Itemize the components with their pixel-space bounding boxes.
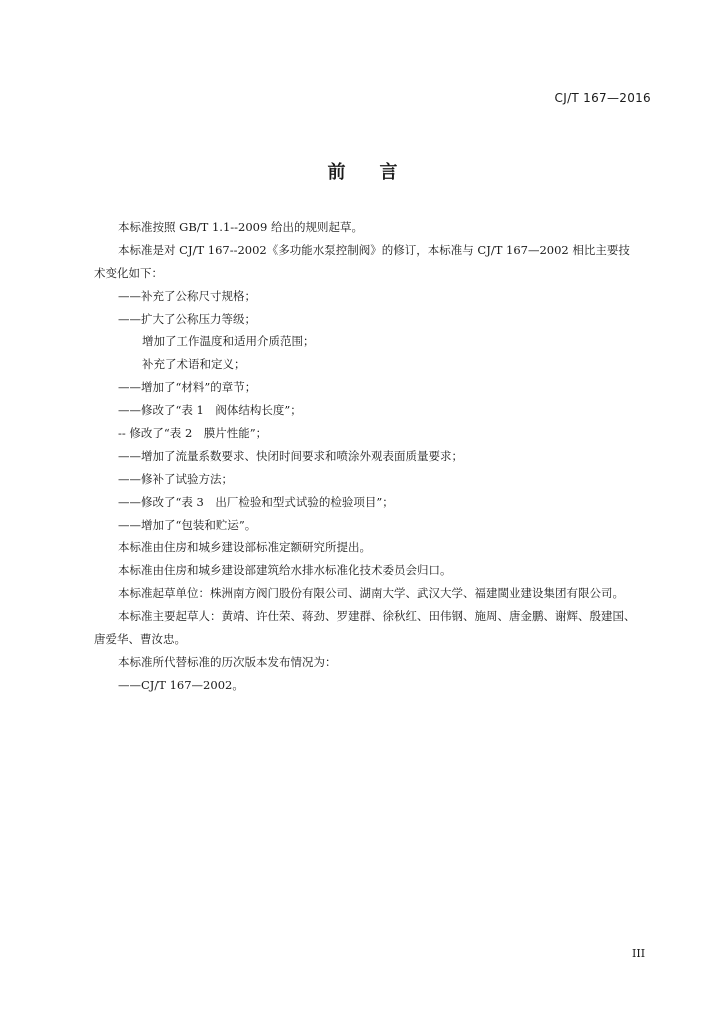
change-item: ——补充了公称尺寸规格；: [118, 288, 256, 303]
change-item: ——增加了“包装和贮运”。: [118, 517, 257, 532]
change-item: ——修改了“表 3 出厂检验和型式试验的检验项目”；: [118, 494, 394, 509]
preface-body: [94, 216, 654, 697]
standard-code: CJ/T 167—2016: [554, 91, 651, 105]
paragraph-drafting-rules: 本标准按照 GB/T 1.1--2009 给出的规则起草。: [118, 220, 363, 234]
change-item: -- 修改了“表 2 膜片性能”；: [118, 426, 268, 441]
paragraph-revision-intro-cont: 术变化如下：: [94, 265, 163, 280]
history-item: ——CJ/T 167—2002。: [118, 677, 244, 692]
change-item: ——修改了“表 1 阀体结构长度”；: [118, 403, 302, 418]
paragraph-proposer: 本标准由住房和城乡建设部标准定额研究所提出。: [118, 540, 371, 555]
change-item: 增加了工作温度和适用介质范围；: [142, 334, 315, 349]
change-item: 补充了术语和定义；: [142, 357, 246, 372]
paragraph-committee: 本标准由住房和城乡建设部建筑给水排水标准化技术委员会归口。: [118, 563, 452, 578]
paragraph-history: 本标准所代替标准的历次版本发布情况为：: [118, 654, 337, 669]
paragraph-revision-intro: 本标准是对 CJ/T 167--2002《多功能水泵控制阀》的修订，本标准与 CJ/T 167—2002 相比主要技: [118, 242, 630, 257]
change-item: ——增加了“材料”的章节；: [118, 380, 257, 395]
paragraph-drafters-cont: 唐爱华、曹汝忠。: [94, 632, 186, 647]
paragraph-drafters: 本标准主要起草人：黄靖、许仕荣、蒋劲、罗建群、徐秋红、田伟钢、施周、唐金鹏、谢辉、殷建国、: [118, 609, 636, 624]
change-item: ——增加了流量系数要求、快闭时间要求和喷涂外观表面质量要求；: [118, 448, 463, 463]
change-item: ——扩大了公称压力等级；: [118, 311, 256, 326]
paragraph-drafting-units: 本标准起草单位：株洲南方阀门股份有限公司、湖南大学、武汉大学、福建閩业建设集团有限公司。: [118, 586, 624, 601]
page-number: III: [632, 947, 646, 960]
page-title: 前言: [327, 162, 432, 183]
change-item: ——修补了试验方法；: [118, 471, 233, 486]
